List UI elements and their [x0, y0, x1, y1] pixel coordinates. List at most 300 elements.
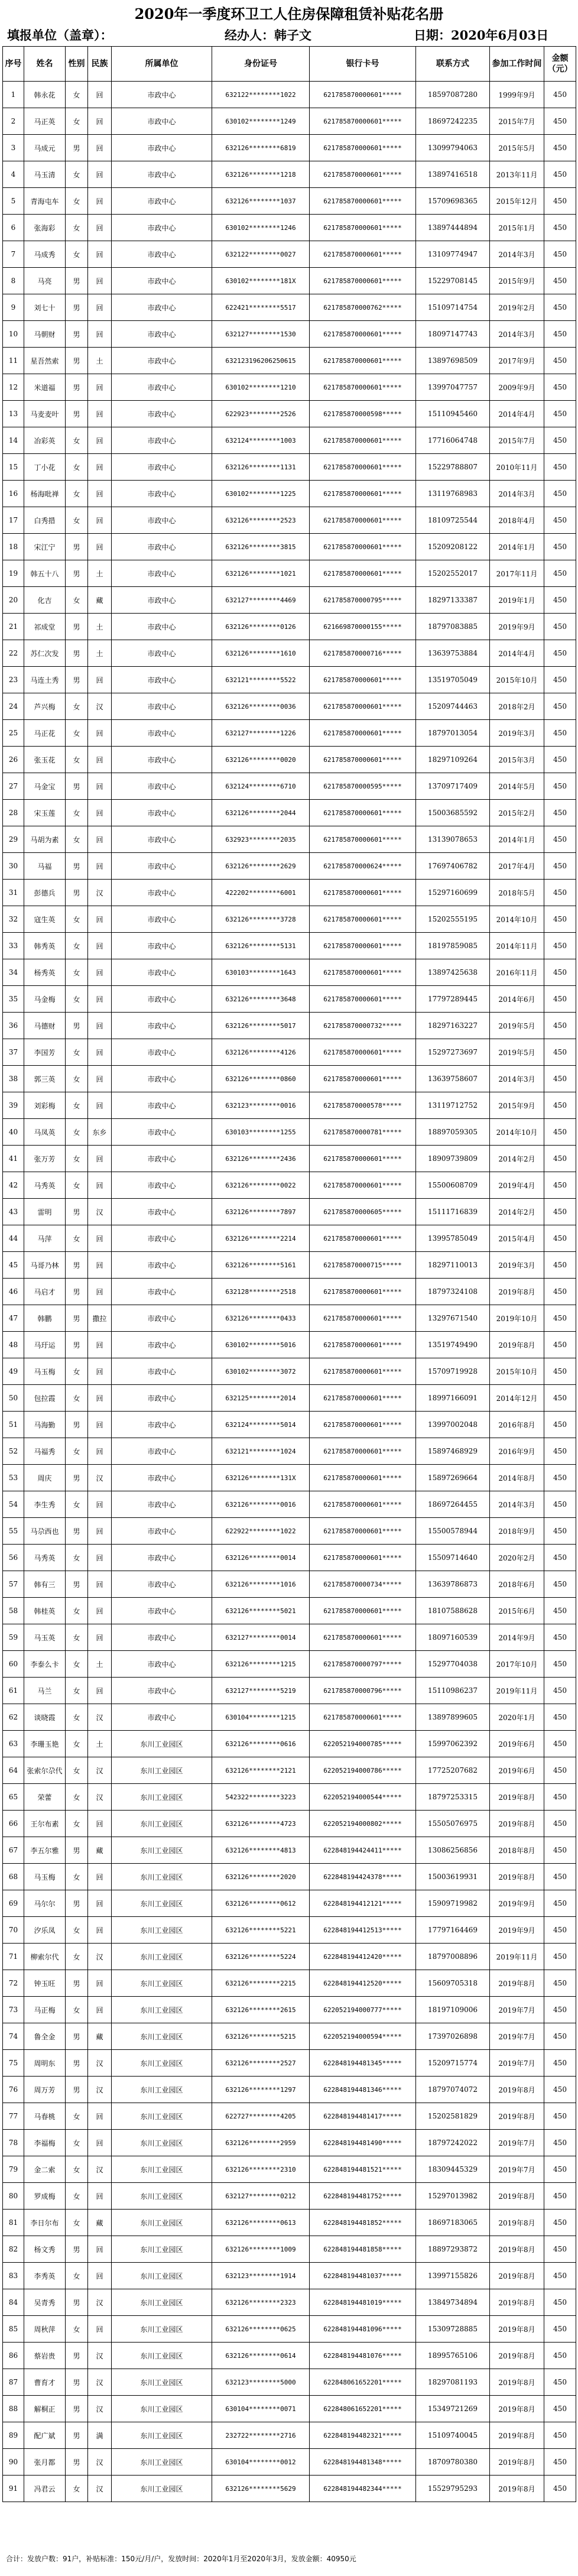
cell-amount: 450	[544, 1997, 576, 2023]
cell-unit: 市政中心	[112, 1172, 212, 1199]
cell-name: 马成秀	[24, 241, 66, 268]
cell-index: 10	[3, 321, 24, 348]
cell-name: 马哥乃林	[24, 1252, 66, 1279]
cell-gender: 男	[66, 2396, 88, 2422]
cell-gender: 男	[66, 2422, 88, 2449]
cell-phone: 15709719928	[416, 1358, 490, 1385]
cell-id-number: 632126********2959	[212, 2130, 310, 2156]
cell-id-number: 632126********0612	[212, 1890, 310, 1917]
cell-ethnicity: 回	[88, 747, 112, 773]
cell-gender: 男	[66, 853, 88, 880]
cell-bank-card: 621785870000578*****	[310, 1092, 416, 1119]
cell-start-date: 2014年3月	[490, 241, 544, 268]
cell-name: 马德财	[24, 1013, 66, 1039]
cell-bank-card: 621785870000601*****	[310, 826, 416, 853]
table-row	[3, 1598, 576, 1624]
cell-start-date: 2014年4月	[490, 640, 544, 667]
cell-amount: 450	[544, 693, 576, 720]
cell-ethnicity: 汉	[88, 880, 112, 906]
cell-id-number: 632126********2215	[212, 1970, 310, 1997]
cell-start-date: 2019年6月	[490, 1757, 544, 1784]
cell-ethnicity: 回	[88, 1332, 112, 1358]
cell-ethnicity: 汉	[88, 2476, 112, 2502]
cell-unit: 市政中心	[112, 906, 212, 933]
cell-unit: 市政中心	[112, 1598, 212, 1624]
cell-amount: 450	[544, 2210, 576, 2236]
cell-ethnicity: 回	[88, 2316, 112, 2343]
cell-amount: 450	[544, 959, 576, 986]
cell-phone: 15209208122	[416, 534, 490, 560]
cell-start-date: 2015年7月	[490, 427, 544, 454]
cell-start-date: 2019年10月	[490, 1305, 544, 1332]
cell-start-date: 2019年8月	[490, 2289, 544, 2316]
cell-phone: 17697406782	[416, 853, 490, 880]
cell-start-date: 2014年1月	[490, 534, 544, 560]
cell-phone: 18309445329	[416, 2156, 490, 2183]
cell-gender: 女	[66, 507, 88, 534]
cell-name: 周明东	[24, 2050, 66, 2077]
cell-start-date: 2015年6月	[490, 1598, 544, 1624]
cell-ethnicity: 回	[88, 853, 112, 880]
cell-start-date: 2019年8月	[490, 1811, 544, 1837]
cell-amount: 450	[544, 1491, 576, 1518]
cell-index: 71	[3, 1944, 24, 1970]
cell-id-number: 622922********1022	[212, 1518, 310, 1545]
cell-bank-card: 622848194481346*****	[310, 2077, 416, 2103]
cell-phone: 18797008896	[416, 1944, 490, 1970]
cell-name: 杨文秀	[24, 2236, 66, 2263]
cell-id-number: 630104********1215	[212, 1704, 310, 1731]
cell-ethnicity: 回	[88, 1279, 112, 1305]
cell-bank-card: 622848194481490*****	[310, 2130, 416, 2156]
cell-id-number: 232722********2716	[212, 2422, 310, 2449]
table-header-row	[3, 47, 576, 82]
cell-gender: 女	[66, 1491, 88, 1518]
cell-index: 76	[3, 2077, 24, 2103]
cell-index: 5	[3, 188, 24, 215]
cell-bank-card: 621785870000732*****	[310, 1013, 416, 1039]
cell-id-number: 632126********7897	[212, 1199, 310, 1225]
table-row	[3, 667, 576, 693]
cell-id-number: 632126********5021	[212, 1598, 310, 1624]
cell-ethnicity: 回	[88, 161, 112, 188]
cell-ethnicity: 汉	[88, 1199, 112, 1225]
cell-start-date: 2013年11月	[490, 161, 544, 188]
cell-amount: 450	[544, 800, 576, 826]
cell-phone: 13639786873	[416, 1571, 490, 1598]
cell-gender: 女	[66, 1225, 88, 1252]
cell-id-number: 632127********1530	[212, 321, 310, 348]
cell-start-date: 2016年9月	[490, 1438, 544, 1465]
cell-start-date: 2019年8月	[490, 2103, 544, 2130]
table-row	[3, 1997, 576, 2023]
cell-start-date: 2019年8月	[490, 1864, 544, 1890]
cell-name: 李国芳	[24, 1039, 66, 1066]
cell-start-date: 2019年8月	[490, 2316, 544, 2343]
cell-phone: 18297110013	[416, 1252, 490, 1279]
cell-phone: 15003685592	[416, 800, 490, 826]
cell-id-number: 632126********2020	[212, 1864, 310, 1890]
cell-ethnicity: 回	[88, 401, 112, 427]
cell-ethnicity: 回	[88, 108, 112, 135]
cell-start-date: 2019年8月	[490, 2369, 544, 2396]
cell-ethnicity: 汉	[88, 2156, 112, 2183]
cell-name: 祁成堂	[24, 614, 66, 640]
cell-unit: 市政中心	[112, 640, 212, 667]
cell-id-number: 632126********0014	[212, 1545, 310, 1571]
cell-bank-card: 621785870000601*****	[310, 1624, 416, 1651]
cell-id-number: 630102********181X	[212, 268, 310, 294]
table-row	[3, 1864, 576, 1890]
col-header: 金额（元）	[544, 47, 576, 82]
cell-unit: 市政中心	[112, 1518, 212, 1545]
table-row	[3, 1438, 576, 1465]
table-row	[3, 1225, 576, 1252]
cell-start-date: 2014年4月	[490, 401, 544, 427]
cell-amount: 450	[544, 614, 576, 640]
cell-bank-card: 621785870000601*****	[310, 1598, 416, 1624]
cell-gender: 女	[66, 1757, 88, 1784]
cell-gender: 女	[66, 2263, 88, 2289]
cell-amount: 450	[544, 1598, 576, 1624]
table-row	[3, 826, 576, 853]
cell-amount: 450	[544, 481, 576, 507]
cell-unit: 市政中心	[112, 215, 212, 241]
cell-amount: 450	[544, 1119, 576, 1146]
cell-phone: 15909719982	[416, 1890, 490, 1917]
cell-name: 解桐正	[24, 2396, 66, 2422]
cell-amount: 450	[544, 82, 576, 108]
table-row	[3, 454, 576, 481]
table-row	[3, 2183, 576, 2210]
cell-amount: 450	[544, 1279, 576, 1305]
cell-start-date: 2019年8月	[490, 1279, 544, 1305]
cell-phone: 13109774947	[416, 241, 490, 268]
cell-index: 53	[3, 1465, 24, 1491]
cell-name: 马金梅	[24, 986, 66, 1013]
cell-gender: 女	[66, 1039, 88, 1066]
cell-id-number: 630102********1249	[212, 108, 310, 135]
table-row	[3, 2316, 576, 2343]
cell-index: 84	[3, 2289, 24, 2316]
cell-unit: 市政中心	[112, 534, 212, 560]
cell-id-number: 632126********2436	[212, 1146, 310, 1172]
cell-bank-card: 621785870000601*****	[310, 800, 416, 826]
cell-gender: 女	[66, 427, 88, 454]
cell-phone: 13099794063	[416, 135, 490, 161]
cell-unit: 市政中心	[112, 427, 212, 454]
cell-start-date: 2019年8月	[490, 2422, 544, 2449]
table-row	[3, 1013, 576, 1039]
cell-bank-card: 621785870000601*****	[310, 1279, 416, 1305]
cell-unit: 市政中心	[112, 986, 212, 1013]
cell-id-number: 632121********5522	[212, 667, 310, 693]
cell-bank-card: 621785870000601*****	[310, 1305, 416, 1332]
cell-phone: 18297133387	[416, 587, 490, 614]
table-row	[3, 720, 576, 747]
cell-unit: 市政中心	[112, 321, 212, 348]
cell-start-date: 2019年8月	[490, 2396, 544, 2422]
cell-id-number: 632124********5014	[212, 1412, 310, 1438]
cell-index: 44	[3, 1225, 24, 1252]
cell-index: 64	[3, 1757, 24, 1784]
cell-amount: 450	[544, 321, 576, 348]
cell-id-number: 632123********0016	[212, 1092, 310, 1119]
cell-unit: 东川工业园区	[112, 2263, 212, 2289]
cell-gender: 女	[66, 720, 88, 747]
cell-index: 72	[3, 1970, 24, 1997]
cell-phone: 17797289445	[416, 986, 490, 1013]
cell-gender: 男	[66, 1279, 88, 1305]
cell-unit: 市政中心	[112, 560, 212, 587]
cell-index: 43	[3, 1199, 24, 1225]
cell-ethnicity: 藏	[88, 587, 112, 614]
cell-unit: 东川工业园区	[112, 2343, 212, 2369]
cell-amount: 450	[544, 2369, 576, 2396]
cell-name: 张万芳	[24, 1146, 66, 1172]
cell-ethnicity: 回	[88, 294, 112, 321]
cell-index: 14	[3, 427, 24, 454]
cell-name: 杨秀英	[24, 959, 66, 986]
table-row	[3, 1305, 576, 1332]
cell-bank-card: 622848194481076*****	[310, 2343, 416, 2369]
cell-unit: 市政中心	[112, 294, 212, 321]
cell-unit: 东川工业园区	[112, 1944, 212, 1970]
cell-index: 79	[3, 2156, 24, 2183]
cell-unit: 市政中心	[112, 1225, 212, 1252]
cell-bank-card: 621785870000601*****	[310, 454, 416, 481]
cell-unit: 市政中心	[112, 800, 212, 826]
col-header: 姓名	[24, 47, 66, 82]
cell-start-date: 2017年4月	[490, 853, 544, 880]
cell-index: 60	[3, 1651, 24, 1678]
table-row	[3, 1491, 576, 1518]
cell-name: 荣蕾	[24, 1784, 66, 1811]
cell-id-number: 632126********0433	[212, 1305, 310, 1332]
cell-unit: 市政中心	[112, 693, 212, 720]
cell-name: 鲁全金	[24, 2023, 66, 2050]
cell-ethnicity: 回	[88, 800, 112, 826]
table-row	[3, 268, 576, 294]
cell-ethnicity: 土	[88, 1731, 112, 1757]
cell-name: 柳索尔代	[24, 1944, 66, 1970]
cell-index: 18	[3, 534, 24, 560]
cell-id-number: 630102********3072	[212, 1358, 310, 1385]
cell-index: 91	[3, 2476, 24, 2502]
cell-name: 韩有三	[24, 1571, 66, 1598]
cell-amount: 450	[544, 241, 576, 268]
cell-phone: 15111716839	[416, 1199, 490, 1225]
cell-phone: 18897293872	[416, 2236, 490, 2263]
cell-ethnicity: 回	[88, 215, 112, 241]
cell-amount: 450	[544, 427, 576, 454]
cell-amount: 450	[544, 1944, 576, 1970]
cell-phone: 13519749490	[416, 1332, 490, 1358]
cell-gender: 女	[66, 161, 88, 188]
cell-start-date: 2019年3月	[490, 1252, 544, 1279]
table-row	[3, 401, 576, 427]
cell-index: 47	[3, 1305, 24, 1332]
cell-start-date: 2014年2月	[490, 1199, 544, 1225]
cell-name: 李珊玉艳	[24, 1731, 66, 1757]
page-title: 2020年一季度环卫工人住房保障租赁补贴花名册	[134, 5, 444, 22]
cell-id-number: 632126********5161	[212, 1252, 310, 1279]
cell-phone: 13849734894	[416, 2289, 490, 2316]
cell-name: 马尕西也	[24, 1518, 66, 1545]
cell-id-number: 632124********1003	[212, 427, 310, 454]
cell-bank-card: 622848194481345*****	[310, 2050, 416, 2077]
cell-amount: 450	[544, 560, 576, 587]
cell-gender: 女	[66, 1438, 88, 1465]
cell-start-date: 2019年8月	[490, 2236, 544, 2263]
cell-amount: 450	[544, 135, 576, 161]
table-row	[3, 1332, 576, 1358]
table-row	[3, 2103, 576, 2130]
cell-amount: 450	[544, 747, 576, 773]
cell-phone: 13897444894	[416, 215, 490, 241]
cell-unit: 东川工业园区	[112, 1890, 212, 1917]
cell-unit: 东川工业园区	[112, 2183, 212, 2210]
col-header: 银行卡号	[310, 47, 416, 82]
footer-summary: 合计：发放户数：91户，补贴标准：150元/月/户，发放时间：2020年1月至2020年3月，发放金额：40950元	[6, 2555, 356, 2563]
cell-start-date: 2019年8月	[490, 2210, 544, 2236]
cell-start-date: 2015年4月	[490, 1225, 544, 1252]
cell-gender: 男	[66, 1199, 88, 1225]
cell-ethnicity: 汉	[88, 1704, 112, 1731]
cell-phone: 18097160539	[416, 1624, 490, 1651]
cell-bank-card: 622848194424378*****	[310, 1864, 416, 1890]
col-header: 序号	[3, 47, 24, 82]
table-row	[3, 1518, 576, 1545]
cell-ethnicity: 满	[88, 2422, 112, 2449]
cell-phone: 15897468929	[416, 1438, 490, 1465]
cell-start-date: 2016年8月	[490, 1412, 544, 1438]
cell-index: 20	[3, 587, 24, 614]
handler-info	[225, 26, 311, 44]
cell-id-number: 632126********0625	[212, 2316, 310, 2343]
cell-unit: 市政中心	[112, 108, 212, 135]
date-label: 日期：	[414, 28, 451, 43]
cell-index: 30	[3, 853, 24, 880]
table-row	[3, 108, 576, 135]
cell-name: 马连土秀	[24, 667, 66, 693]
cell-phone: 15297273697	[416, 1039, 490, 1066]
cell-unit: 市政中心	[112, 241, 212, 268]
cell-start-date: 2014年11月	[490, 933, 544, 959]
cell-id-number: 630104********0071	[212, 2396, 310, 2422]
table-row	[3, 773, 576, 800]
cell-id-number: 632122********1022	[212, 82, 310, 108]
cell-bank-card: 621785870000601*****	[310, 560, 416, 587]
cell-index: 38	[3, 1066, 24, 1092]
cell-name: 韩桂英	[24, 1598, 66, 1624]
cell-unit: 东川工业园区	[112, 1731, 212, 1757]
cell-ethnicity: 回	[88, 1066, 112, 1092]
cell-bank-card: 621785870000601*****	[310, 321, 416, 348]
cell-gender: 男	[66, 401, 88, 427]
cell-amount: 450	[544, 294, 576, 321]
cell-ethnicity: 回	[88, 427, 112, 454]
cell-phone: 18597087280	[416, 82, 490, 108]
table-row	[3, 2289, 576, 2316]
cell-amount: 450	[544, 2077, 576, 2103]
cell-id-number: 632127********4469	[212, 587, 310, 614]
cell-gender: 女	[66, 1784, 88, 1811]
cell-name: 宋江宁	[24, 534, 66, 560]
cell-unit: 东川工业园区	[112, 2050, 212, 2077]
cell-gender: 女	[66, 1119, 88, 1146]
cell-name: 张月都	[24, 2449, 66, 2476]
cell-bank-card: 621785870000601*****	[310, 82, 416, 108]
cell-unit: 市政中心	[112, 1332, 212, 1358]
cell-index: 88	[3, 2396, 24, 2422]
cell-name: 米道福	[24, 374, 66, 401]
cell-ethnicity: 回	[88, 1013, 112, 1039]
cell-gender: 女	[66, 1997, 88, 2023]
cell-name: 马正花	[24, 720, 66, 747]
cell-name: 韩鹏	[24, 1305, 66, 1332]
cell-name: 马春桃	[24, 2103, 66, 2130]
cell-gender: 女	[66, 906, 88, 933]
cell-index: 74	[3, 2023, 24, 2050]
cell-phone: 18797253315	[416, 1784, 490, 1811]
cell-ethnicity: 汉	[88, 1784, 112, 1811]
table-row	[3, 1678, 576, 1704]
cell-phone: 15110945460	[416, 401, 490, 427]
cell-ethnicity: 回	[88, 826, 112, 853]
cell-gender: 男	[66, 1305, 88, 1332]
cell-name: 丁小花	[24, 454, 66, 481]
cell-bank-card: 621785870000734*****	[310, 1571, 416, 1598]
cell-gender: 男	[66, 880, 88, 906]
cell-bank-card: 622848194482344*****	[310, 2476, 416, 2502]
cell-amount: 450	[544, 1199, 576, 1225]
cell-name: 马秀英	[24, 1545, 66, 1571]
cell-id-number: 632126********2121	[212, 1757, 310, 1784]
cell-phone: 18909739809	[416, 1146, 490, 1172]
cell-unit: 市政中心	[112, 720, 212, 747]
cell-phone: 18897059305	[416, 1119, 490, 1146]
cell-index: 80	[3, 2183, 24, 2210]
cell-unit: 市政中心	[112, 481, 212, 507]
cell-name: 冯君云	[24, 2476, 66, 2502]
cell-amount: 450	[544, 1890, 576, 1917]
cell-unit: 市政中心	[112, 507, 212, 534]
cell-amount: 450	[544, 2183, 576, 2210]
cell-name: 青海屯车	[24, 188, 66, 215]
table-row	[3, 560, 576, 587]
cell-index: 82	[3, 2236, 24, 2263]
table-row	[3, 640, 576, 667]
cell-unit: 东川工业园区	[112, 1757, 212, 1784]
cell-gender: 男	[66, 1890, 88, 1917]
cell-gender: 女	[66, 454, 88, 481]
cell-start-date: 2017年9月	[490, 348, 544, 374]
cell-ethnicity: 回	[88, 933, 112, 959]
roster-table	[2, 46, 576, 2502]
cell-name: 周秋萍	[24, 2316, 66, 2343]
cell-ethnicity: 回	[88, 374, 112, 401]
col-header: 联系方式	[416, 47, 490, 82]
cell-unit: 东川工业园区	[112, 2369, 212, 2396]
cell-ethnicity: 汉	[88, 2077, 112, 2103]
cell-bank-card: 621785870000624*****	[310, 853, 416, 880]
cell-start-date: 2014年3月	[490, 1491, 544, 1518]
table-row	[3, 374, 576, 401]
cell-ethnicity: 回	[88, 2236, 112, 2263]
cell-ethnicity: 回	[88, 1518, 112, 1545]
cell-unit: 市政中心	[112, 614, 212, 640]
